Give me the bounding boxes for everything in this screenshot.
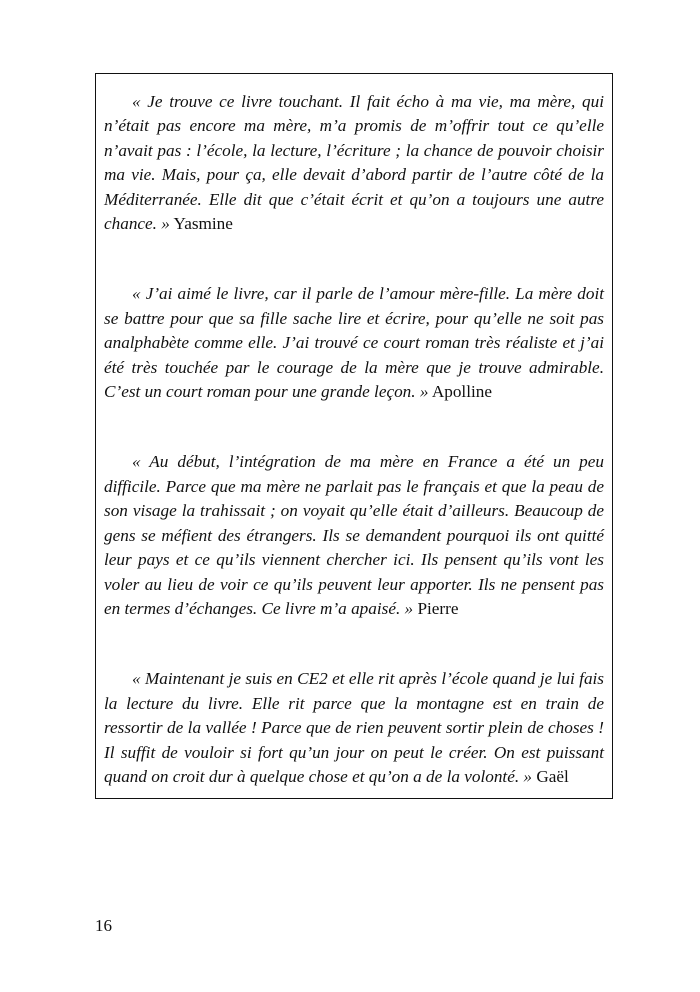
testimonial-quote: « Au début, l’intégration de ma mère en France a été un peu difficile. Parce que ma mère ne parlait pas le français et que la peau de son visage la trahissait ; on voyait qu’elle était d’ailleurs. Beaucoup de gens se méfient des étrangers. Ils se demandent pourquoi ils ont quitté leur pays et ce qu’ils viennent chercher ici. Ils pensent qu’ils vont les voler au lieu de voir ce qu’ils peuvent leur apporter. Ils ne pensent pas en termes d’échanges. Ce livre m’a apaisé. » [104, 452, 604, 618]
testimonial-author: Yasmine [173, 214, 233, 234]
testimonial-quote: « Maintenant je suis en CE2 et elle rit après l’école quand je lui fais la lecture du livre. Elle rit parce que la montagne est en train de ressortir de la vallée ! Parce que de rien peuvent sortir plein de choses ! Il suffit de vouloir si fort qu’un jour on peut le créer. On est puissant quand on croit dur à quelque chose et qu’on a de la volonté. » [104, 669, 604, 786]
testimonial-author: Gaël [536, 766, 569, 786]
testimonial-yasmine [104, 90, 604, 236]
testimonial-author: Apolline [431, 382, 492, 402]
testimonial-quote: « Je trouve ce livre touchant. Il fait écho à ma vie, ma mère, qui n’était pas encore ma mère, m’a promis de m’offrir tout ce qu’elle n’avait pas : l’école, la lecture, l’écriture ; la chance de pouvoir choisir ma vie. Mais, pour ça, elle devait d’abord partir de l’autre côté de la Méditerranée. Elle dit que c’était écrit et qu’on a toujours une autre chance. » [104, 92, 604, 234]
testimonial-apolline [104, 282, 604, 404]
testimonials-box [95, 73, 613, 799]
testimonial-quote: « J’ai aimé le livre, car il parle de l’amour mère-fille. La mère doit se battre pour que sa fille sache lire et écrire, pour qu’elle ne soit pas analphabète comme elle. J’ai trouvé ce court roman très réaliste et j’ai été très touchée par le courage de la mère que je trouve admirable. C’est un court roman pour une grande leçon. » [104, 284, 604, 402]
page-number: 16 [95, 916, 112, 935]
testimonial-pierre [104, 450, 604, 621]
testimonial-gael [104, 667, 604, 789]
testimonial-author: Pierre [417, 598, 459, 618]
